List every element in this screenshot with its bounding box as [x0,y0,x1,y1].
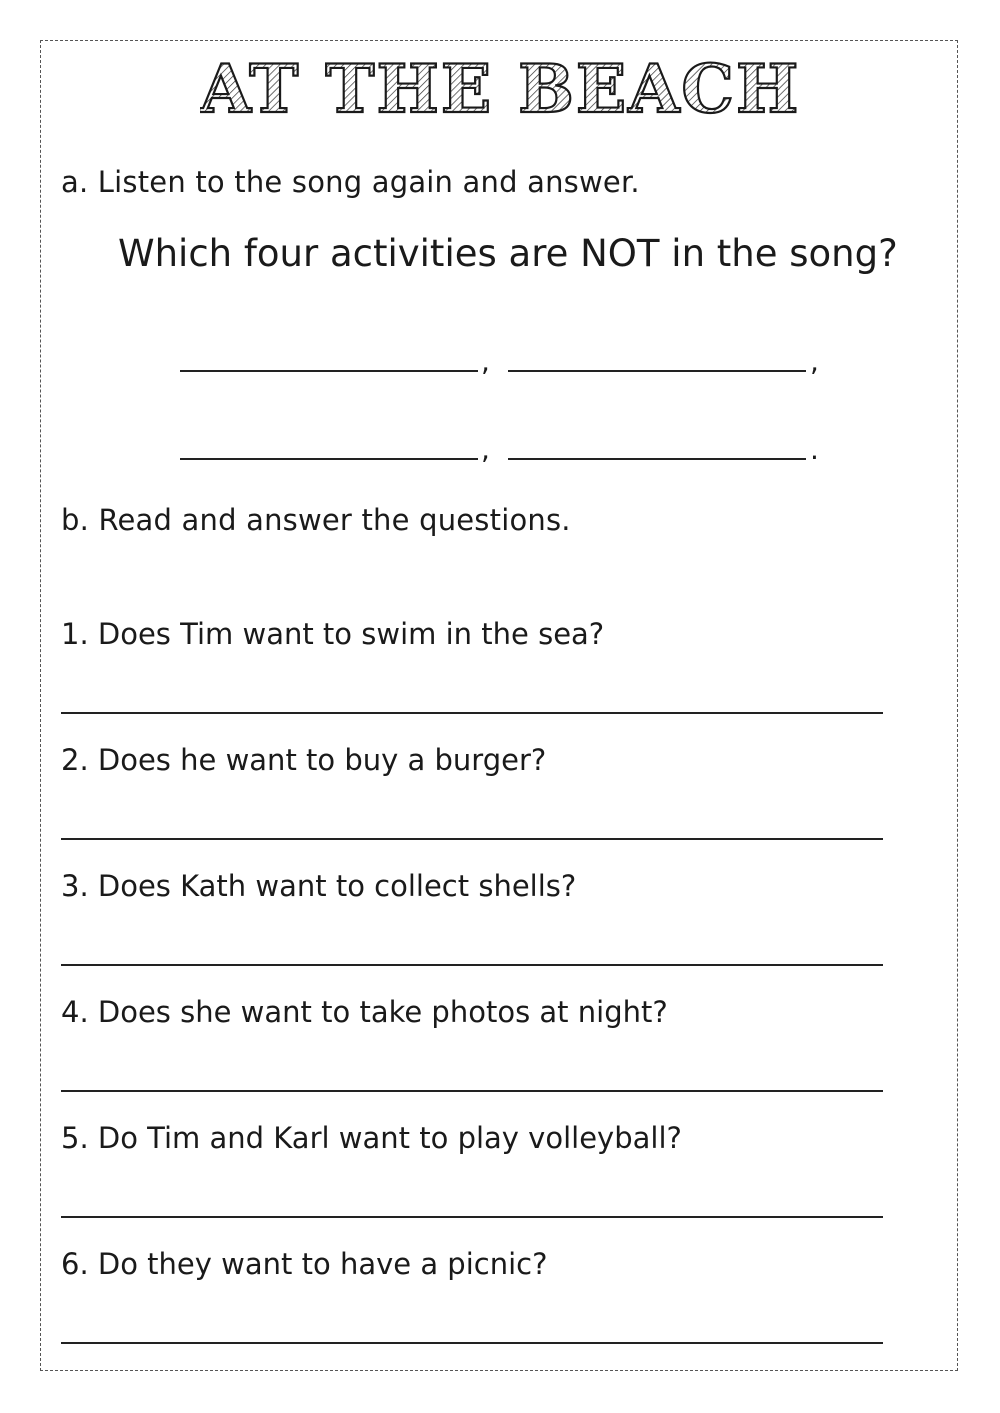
question-3: 3. Does Kath want to collect shells? [61,869,577,903]
answer-blank-row [180,345,840,378]
section-a-prompt: Which four activities are NOT in the song? [118,232,898,275]
answer-line-6[interactable] [61,1342,883,1344]
answer-blank[interactable] [180,370,478,372]
answer-line-5[interactable] [61,1216,883,1218]
answer-blank[interactable] [508,370,806,372]
title-banner [0,52,1000,132]
question-6: 6. Do they want to have a picnic? [61,1247,548,1281]
blank-separator: , [810,345,819,378]
blank-separator: , [481,433,490,466]
answer-blank[interactable] [508,458,806,460]
question-1: 1. Does Tim want to swim in the sea? [61,617,605,651]
question-4: 4. Does she want to take photos at night? [61,995,668,1029]
title-art [200,52,800,132]
question-2: 2. Does he want to buy a burger? [61,743,547,777]
blank-separator: , [481,345,490,378]
answer-blank-row [180,433,840,466]
answer-line-4[interactable] [61,1090,883,1092]
section-b-heading: b. Read and answer the questions. [61,503,571,537]
answer-blank[interactable] [180,458,478,460]
question-5: 5. Do Tim and Karl want to play volleyball? [61,1121,682,1155]
answer-line-1[interactable] [61,712,883,714]
answer-line-3[interactable] [61,964,883,966]
section-a-heading: a. Listen to the song again and answer. [61,165,640,199]
blank-separator: . [810,433,819,466]
page-title: AT THE BEACH [200,52,800,128]
answer-line-2[interactable] [61,838,883,840]
